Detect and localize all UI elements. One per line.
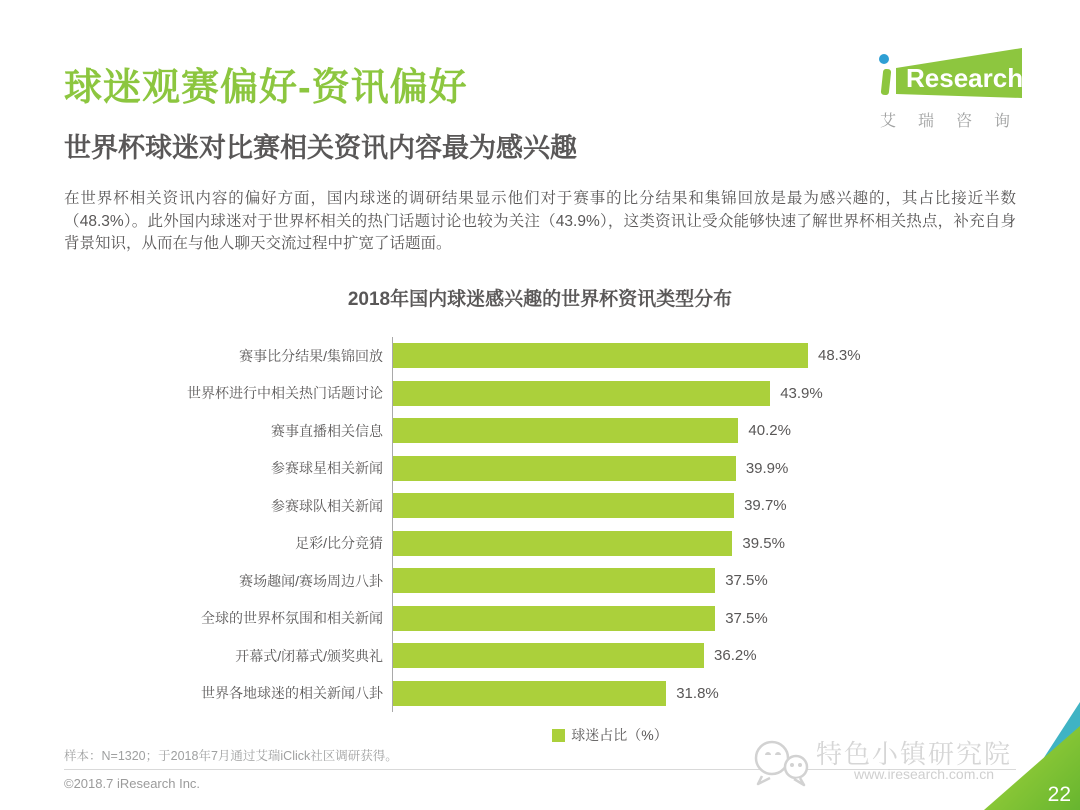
logo-chinese-name: 艾瑞咨询 <box>880 113 1033 130</box>
chart-row <box>64 637 1016 675</box>
bar-category-label: 参赛球队相关新闻 <box>271 497 383 514</box>
bar-value-label: 43.9% <box>780 384 823 402</box>
bar-category-label: 世界各地球迷的相关新闻八卦 <box>201 685 383 702</box>
page-number: 22 <box>1047 783 1071 806</box>
bar-value-label: 40.2% <box>748 422 791 440</box>
chart-row <box>64 562 1016 600</box>
bar-area <box>392 487 1016 525</box>
bar <box>393 381 770 406</box>
bar-area <box>392 562 1016 600</box>
bar-area <box>392 525 1016 563</box>
chart-row <box>64 450 1016 488</box>
watermark <box>754 734 1024 796</box>
chart-row <box>64 412 1016 450</box>
bar-chart <box>64 284 1016 745</box>
intro-paragraph: 在世界杯相关资讯内容的偏好方面，国内球迷的调研结果显示他们对于赛事的比分结果和集锦回放是最为感兴趣的，其占比接近半数（48.3%）。此外国内球迷对于世界杯相关的热门话题讨论也较为关注（43.9%），这类资讯让受众能够快速了解世界杯相关热点，补充自身背景知识，从而在与他人聊天交流过程中扩宽了话题面。 <box>64 190 1016 252</box>
bar-category-label: 全球的世界杯氛围和相关新闻 <box>201 610 383 627</box>
bar-value-label: 39.5% <box>742 534 785 552</box>
bar <box>393 343 808 368</box>
bar-area <box>392 637 1016 675</box>
watermark-url: www.iresearch.com.cn <box>854 766 995 782</box>
sample-note: 样本：N=1320；于2018年7月通过艾瑞iClick社区调研获得。 <box>64 749 398 763</box>
legend-label: 球迷占比（%） <box>571 727 668 743</box>
bar-area <box>392 600 1016 638</box>
bar <box>393 606 715 631</box>
chart-row <box>64 675 1016 713</box>
bar-area <box>392 675 1016 713</box>
bar-value-label: 37.5% <box>725 572 768 590</box>
iresearch-logo <box>876 46 1033 130</box>
bar-category-label: 世界杯进行中相关热门话题讨论 <box>187 385 383 402</box>
chart-row <box>64 600 1016 638</box>
bar <box>393 418 738 443</box>
copyright-text: ©2018.7 iResearch Inc. <box>64 776 201 791</box>
chart-title: 2018年国内球迷感兴趣的世界杯资讯类型分布 <box>347 289 733 310</box>
bar <box>393 531 732 556</box>
bar <box>393 681 666 706</box>
bar-value-label: 36.2% <box>714 647 757 665</box>
bar-value-label: 31.8% <box>676 684 719 702</box>
chart-row <box>64 375 1016 413</box>
bar <box>393 643 704 668</box>
chart-rows <box>64 337 1016 712</box>
bar <box>393 493 734 518</box>
page-subtitle: 世界杯球迷对比赛相关资讯内容最为感兴趣 <box>64 133 577 163</box>
bar-value-label: 48.3% <box>818 347 861 365</box>
bar <box>393 456 736 481</box>
bar-area <box>392 375 1016 413</box>
bar-category-label: 参赛球星相关新闻 <box>271 460 383 477</box>
chart-row <box>64 487 1016 525</box>
bar-area <box>392 412 1016 450</box>
logo-wordmark: Research <box>906 63 1024 93</box>
bar-area <box>392 337 1016 375</box>
bar-category-label: 开幕式/闭幕式/颁奖典礼 <box>235 647 383 664</box>
bar-category-label: 足彩/比分竞猜 <box>295 535 383 552</box>
bar-value-label: 37.5% <box>725 609 768 627</box>
legend-swatch-icon <box>552 729 565 742</box>
bar-value-label: 39.9% <box>745 459 789 477</box>
chart-row <box>64 337 1016 375</box>
bar <box>393 568 715 593</box>
bar-area <box>392 450 1016 488</box>
chart-row <box>64 525 1016 563</box>
bar-category-label: 赛场趣闻/赛场周边八卦 <box>239 572 383 589</box>
iresearch-logo-flag <box>876 46 1024 108</box>
bar-category-label: 赛事比分结果/集锦回放 <box>239 347 383 364</box>
page-title: 球迷观赛偏好-资讯偏好 <box>64 67 468 109</box>
watermark-name: 特色小镇研究院 <box>816 739 1013 769</box>
wechat-icon <box>750 736 814 788</box>
bar-value-label: 39.7% <box>744 497 787 515</box>
bar-category-label: 赛事直播相关信息 <box>271 422 383 439</box>
